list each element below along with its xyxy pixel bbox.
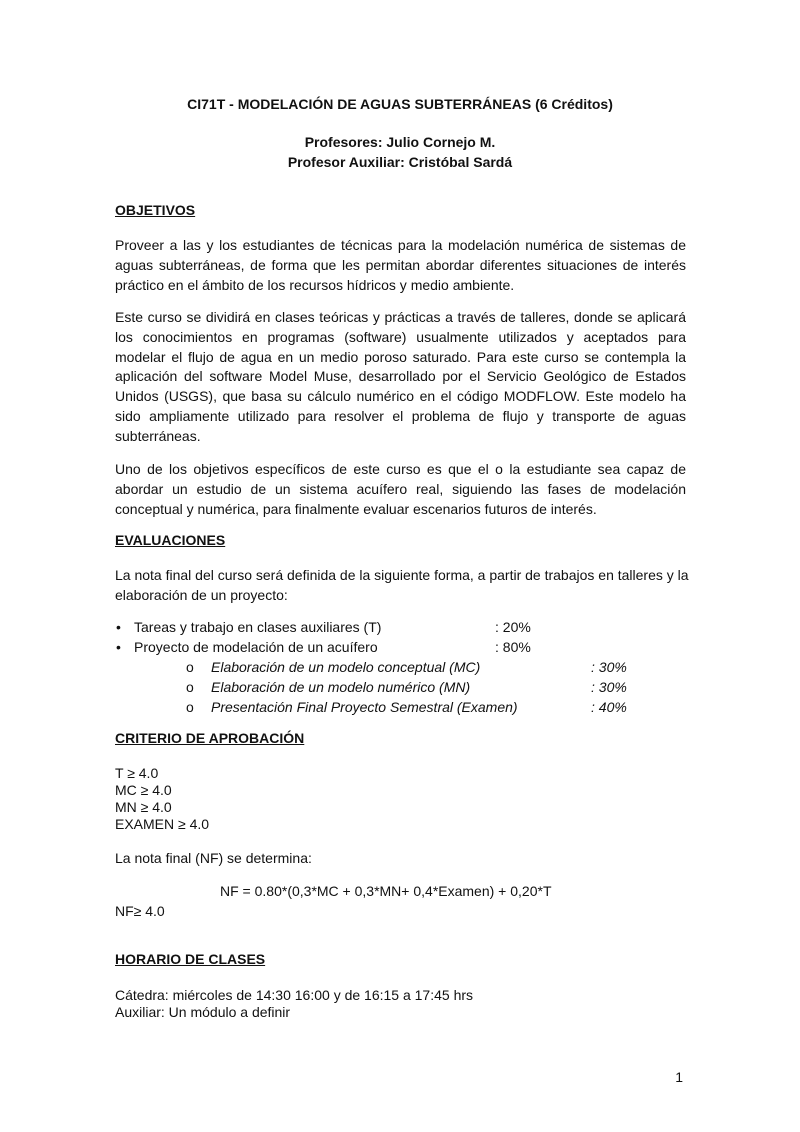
page-number: 1 [675, 1069, 683, 1085]
criterion-line: T ≥ 4.0 [115, 765, 159, 781]
evaluaciones-intro: La nota final del curso será definida de la siguiente forma, a partir de trabajos en talleres y la elaboración de un proyecto: [115, 567, 689, 603]
professors-line: Profesores: Julio Cornejo M. [304, 134, 496, 150]
professors-block [0, 132, 800, 172]
bullet-icon: • [116, 619, 121, 635]
circle-bullet-icon: o [186, 699, 194, 715]
evaluation-subitem-label: Elaboración de un modelo numérico (MN) [211, 679, 471, 695]
evaluation-item-value: : 20% [495, 619, 531, 635]
criterion-line: MN ≥ 4.0 [115, 799, 172, 815]
objetivos-heading: OBJETIVOS [115, 202, 196, 218]
evaluation-subitem-value: : 30% [591, 659, 627, 675]
nf-intro: La nota final (NF) se determina: [115, 850, 312, 866]
criterio-heading: CRITERIO DE APROBACIÓN [115, 730, 305, 746]
catedra-schedule: Cátedra: miércoles de 14:30 16:00 y de 16:15 a 17:45 hrs [115, 987, 474, 1003]
objetivos-paragraph-1: Proveer a las y los estudiantes de técnicas para la modelación numérica de sistemas de aguas subterráneas, de forma que les permitan abordar diferentes situaciones de interés práctico en el ámbito de los recursos hídricos y medio ambiente. [115, 237, 686, 293]
criterion-line: EXAMEN ≥ 4.0 [115, 816, 210, 832]
evaluation-item-label: Proyecto de modelación de un acuífero [134, 639, 378, 655]
objetivos-paragraph-2: Este curso se dividirá en clases teóricas y prácticas a través de talleres, donde se aplicará los conocimientos en programas (software) usualmente utilizados y aceptados para modelar el flujo de agua en un medio poroso saturado. Para este curso se contempla la aplicación del software Model Muse, desarrollado por el Servicio Geológico de Estados Unidos (USGS), que basa su cálculo numérico en el código MODFLOW. Este modelo ha sido ampliamente utilizado para resolver el problema de flujo y transporte de aguas subterráneas. [115, 309, 686, 444]
objetivos-paragraph-3: Uno de los objetivos específicos de este curso es que el o la estudiante sea capaz de abordar un estudio de un sistema acuífero real, siguiendo las fases de modelación conceptual y numérica, para finalmente evaluar escenarios futuros de interés. [115, 461, 686, 517]
evaluation-subitem-label: Presentación Final Proyecto Semestral (Examen) [211, 699, 518, 715]
evaluation-subitem-value: : 40% [591, 699, 627, 715]
auxiliar-schedule: Auxiliar: Un módulo a definir [115, 1004, 291, 1020]
bullet-icon: • [116, 639, 121, 655]
evaluaciones-heading: EVALUACIONES [115, 532, 226, 548]
evaluation-item-label: Tareas y trabajo en clases auxiliares (T) [134, 619, 382, 635]
assistant-line: Profesor Auxiliar: Cristóbal Sardá [287, 154, 513, 170]
nf-minimum: NF≥ 4.0 [115, 903, 165, 919]
course-title: CI71T - MODELACIÓN DE AGUAS SUBTERRÁNEAS (6 Créditos) [187, 96, 613, 112]
horario-heading: HORARIO DE CLASES [115, 951, 266, 967]
evaluation-item-value: : 80% [495, 639, 531, 655]
criterion-line: MC ≥ 4.0 [115, 782, 172, 798]
circle-bullet-icon: o [186, 679, 194, 695]
evaluation-subitem-label: Elaboración de un modelo conceptual (MC) [211, 659, 481, 675]
circle-bullet-icon: o [186, 659, 194, 675]
evaluation-subitem-value: : 30% [591, 679, 627, 695]
nf-formula: NF = 0.80*(0,3*MC + 0,3*MN+ 0,4*Examen) + 0,20*T [220, 883, 552, 899]
